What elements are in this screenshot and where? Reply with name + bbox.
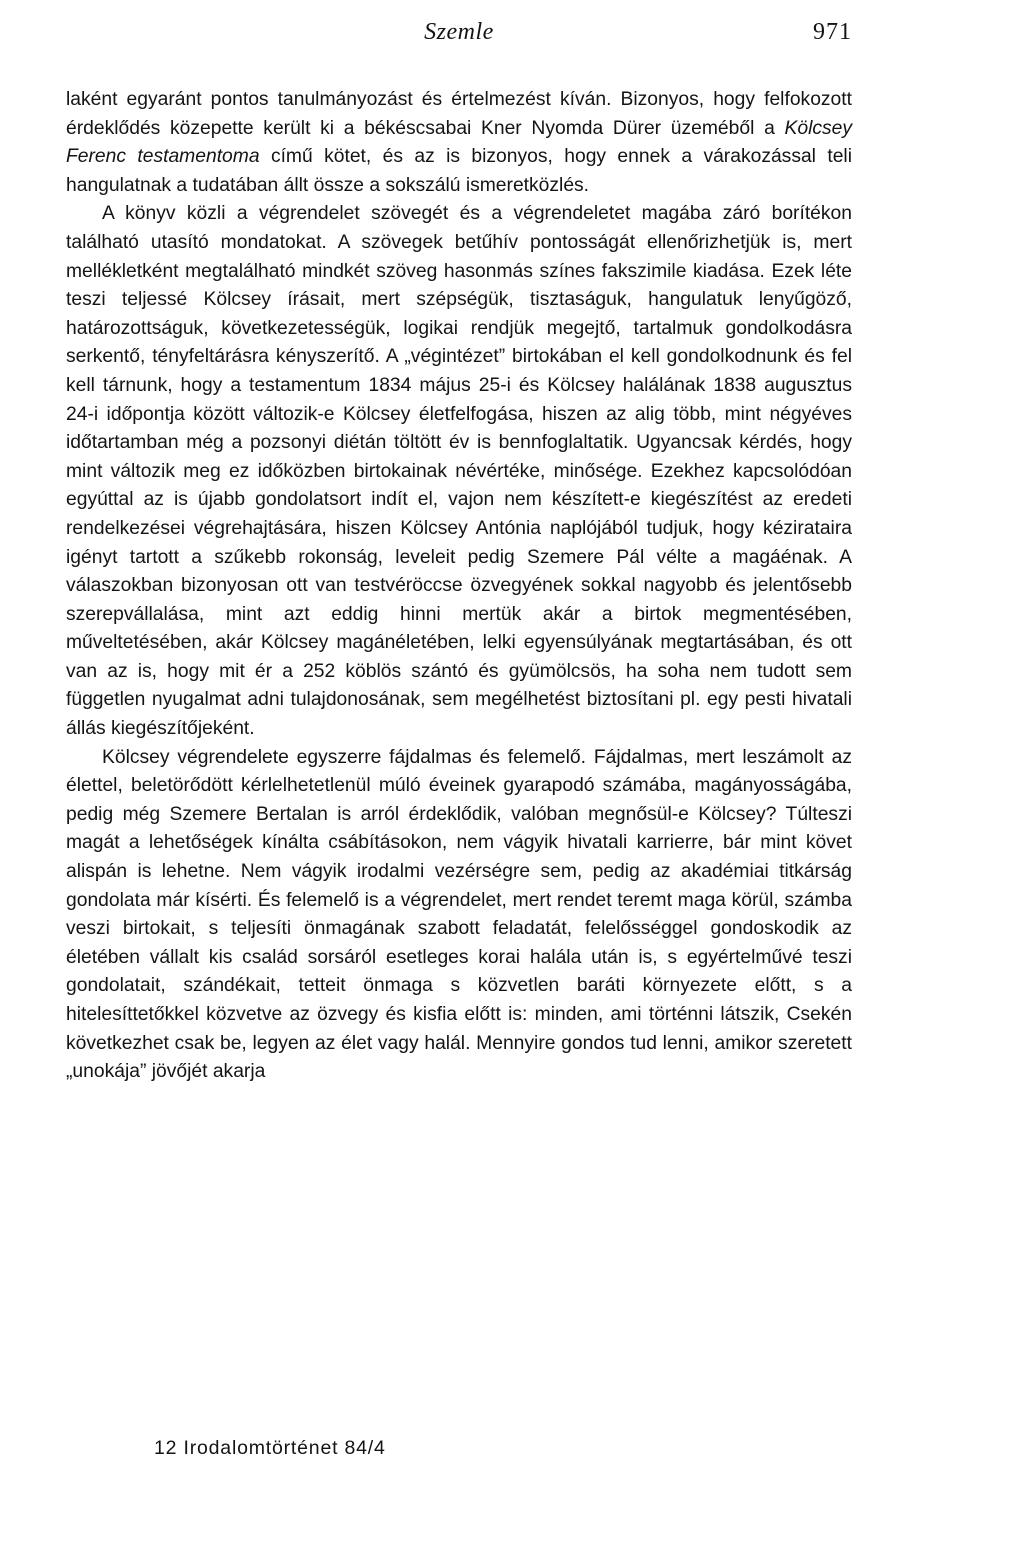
- book-page: [66, 0, 852, 1557]
- paragraph-1: [66, 86, 852, 200]
- paragraph-1-start: laként egyaránt pontos tanulmányozást és értelmezést kíván. Bizonyos, hogy felfokozott érdeklődés közepette került ki a békéscsabai Kner Nyomda Dürer üzeméből a: [66, 89, 852, 139]
- paragraph-2: A könyv közli a végrendelet szövegét és a végrendeletet magába záró borítékon található utasító mondatokat. A szövegek betűhív pontosságát ellenőrizhetjük is, mert mellékletként megtalálható mindkét szöveg hasonmás színes fakszimile kiadása. Ezek léte teszi teljessé Kölcsey írásait, mert szépségük, tisztaságuk, hangulatuk lenyűgöző, határozottságuk, következetességük, logikai rendjük megejtő, tartalmuk gondolkodásra serkentő, tényfeltárásra kényszerítő. A „végintézet” birtokában el kell gondolkodnunk és fel kell tárnunk, hogy a testamentum 1834 május 25-i és Kölcsey halálának 1838 augusztus 24-i időpontja között változik-e Kölcsey életfelfogása, hiszen az alig több, mint négyéves időtartamban még a pozsonyi diétán töltött év is bennfoglaltatik. Ugyancsak kérdés, hogy mint változik meg ez időközben birtokainak névértéke, minősége. Ezekhez kapcsolódóan egyúttal az is újabb gondolatsort indít el, vajon nem készített-e kiegészítést az eredeti rendelkezései végrehajtására, hiszen Kölcsey Antónia naplójából tudjuk, hogy kézirataira igényt tartott a szűkebb rokonság, leveleit pedig Szemere Pál vélte a magáénak. A válaszokban bizonyosan ott van testvéröccse özvegyének sokkal nagyobb és jelentősebb szerepvállalása, mint azt eddig hinni mertük akár a birtok megmentésében, műveltetésében, akár Kölcsey magánéletében, lelki egyensúlyának megtartásában, és ott van az is, hogy mit ér a 252 köblös szántó és gyümölcsös, ha soha nem tudott sem független nyugalmat adni tulajdonosának, sem megélhetést biztosítani pl. egy pesti hivatali állás kiegészítőjeként.: [66, 203, 852, 740]
- signature-mark: 12 Irodalomtörténet 84/4: [154, 1437, 386, 1459]
- article-body: [66, 86, 852, 1087]
- running-title: Szemle: [424, 19, 494, 45]
- paragraph-3: Kölcsey végrendelete egyszerre fájdalmas és felemelő. Fájdalmas, mert leszámolt az élettel, beletörődött kérlelhetetlenül múló éveinek gyarapodó számába, magányosságába, pedig még Szemere Bertalan is arról érdeklődik, valóban megnősül-e Kölcsey? Túlteszi magát a lehetőségek kínálta csábításokon, nem vágyik hivatali karrierre, bár mint követ alispán is lehetne. Nem vágyik irodalmi vezérségre sem, pedig az akadémiai titkárság gondolata már kísérti. És felemelő is a végrendelet, mert rendet teremt maga körül, számba veszi birtokait, s teljesíti önmagának szabott feladatát, felelősséggel gondoskodik az életében vállalt kis család sorsáról esetleges korai halála után is, s egyértelművé teszi gondolatait, szándékait, tetteit önmaga s közvetlen baráti környezete előtt, s a hitelesíttetőkkel közvetve az özvegy és kisfia előtt is: minden, ami történni látszik, Csekén következhet csak be, legyen az élet vagy halál. Mennyire gondos tud lenni, amikor szeretett „unokája” jövőjét akarja: [66, 746, 852, 1083]
- page-number: 971: [813, 19, 852, 45]
- paragraph-1-end: című kötet, és az is bizonyos, hogy ennek a várakozással teli hangulatnak a tudatában állt össze a sokszálú ismeretközlés.: [66, 146, 852, 196]
- running-head: [66, 14, 852, 50]
- book-title: Kölcsey Ferenc testamentoma: [66, 117, 852, 168]
